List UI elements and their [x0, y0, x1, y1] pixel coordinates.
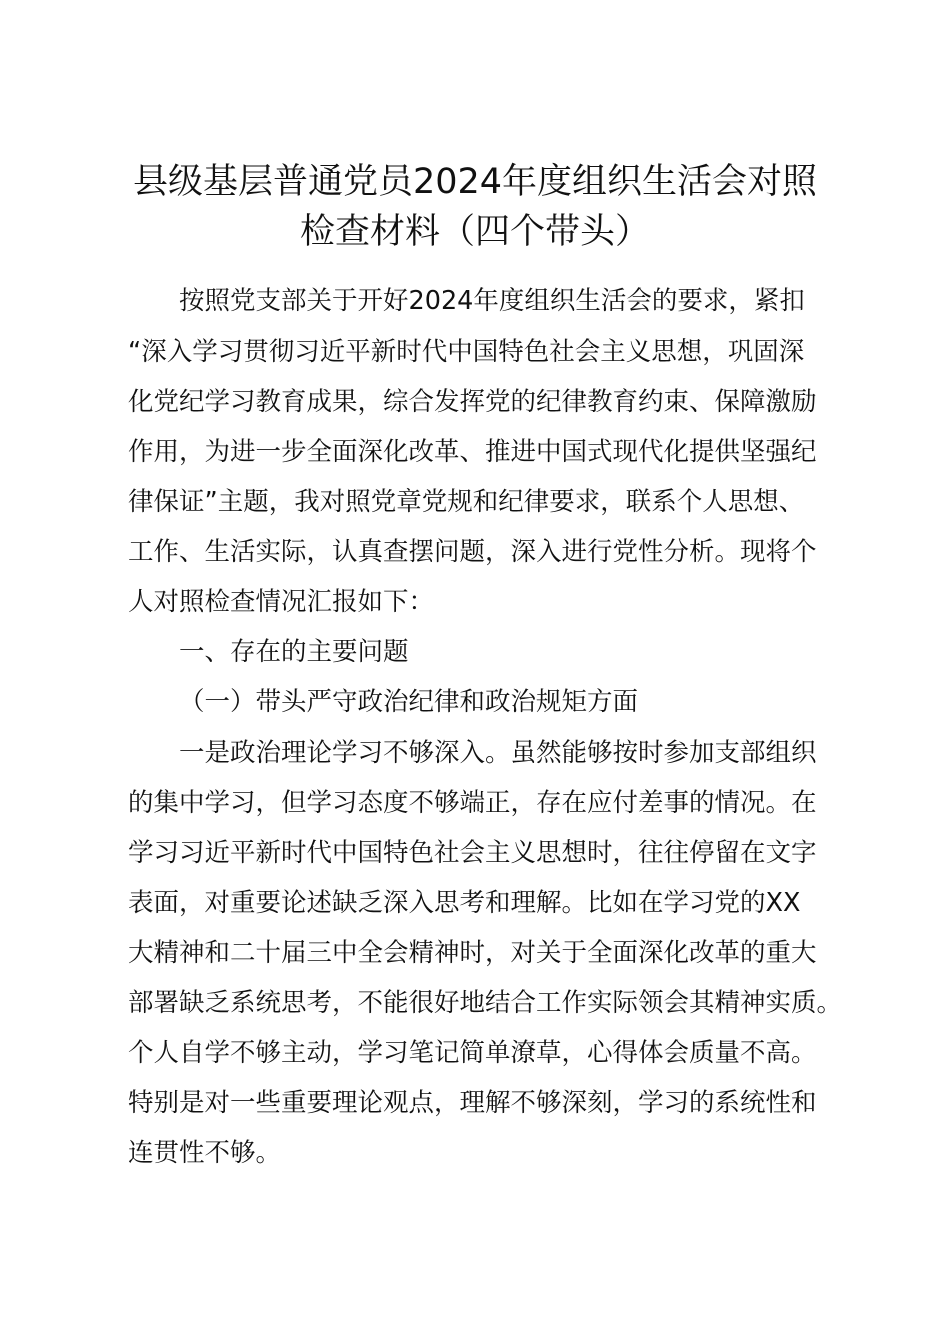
- paragraph-point-1-line-5: 大精神和二十届三中全会精神时，对关于全面深化改革的重大: [128, 938, 817, 968]
- subsection-heading: （一）带头严守政治纪律和政治规矩方面: [179, 687, 639, 717]
- paragraph-point-1-line-7: 个人自学不够主动，学习笔记简单潦草，心得体会质量不高。: [128, 1038, 817, 1068]
- section-heading: 一、存在的主要问题: [179, 637, 409, 667]
- paragraph-intro-line-7: 人对照检查情况汇报如下：: [128, 587, 435, 617]
- paragraph-point-1-line-6: 部署缺乏系统思考，不能很好地结合工作实际领会其精神实质。: [128, 988, 843, 1018]
- paragraph-point-1-line-2: 的集中学习，但学习态度不够端正，存在应付差事的情况。在: [128, 788, 817, 818]
- paragraph-intro-line-3: 化党纪学习教育成果，综合发挥党的纪律教育约束、保障激励: [128, 387, 817, 417]
- paragraph-point-1-line-3: 学习习近平新时代中国特色社会主义思想时，往往停留在文字: [128, 838, 817, 868]
- paragraph-intro-line-6: 工作、生活实际，认真查摆问题，深入进行党性分析。现将个: [128, 537, 817, 567]
- paragraph-point-1-line-9: 连贯性不够。: [128, 1138, 282, 1168]
- paragraph-point-1-line-8: 特别是对一些重要理论观点，理解不够深刻，学习的系统性和: [128, 1088, 817, 1118]
- paragraph-intro-line-2: “深入学习贯彻习近平新时代中国特色社会主义思想，巩固深: [128, 337, 805, 367]
- paragraph-point-1-line-1: 一是政治理论学习不够深入。虽然能够按时参加支部组织: [179, 738, 817, 768]
- paragraph-point-1-line-4: 表面，对重要论述缺乏深入思考和理解。比如在学习党的XX: [128, 888, 801, 918]
- paragraph-intro-line-1: 按照党支部关于开好2024年度组织生活会的要求，紧扣: [179, 286, 805, 316]
- document-title-line-2: 检查材料（四个带头）: [299, 212, 650, 252]
- paragraph-intro-line-4: 作用，为进一步全面深化改革、推进中国式现代化提供坚强纪: [128, 437, 817, 467]
- paragraph-intro-line-5: 律保证”主题，我对照党章党规和纪律要求，联系个人思想、: [128, 487, 805, 517]
- document-title-line-1: 县级基层普通党员2024年度组织生活会对照: [132, 162, 818, 202]
